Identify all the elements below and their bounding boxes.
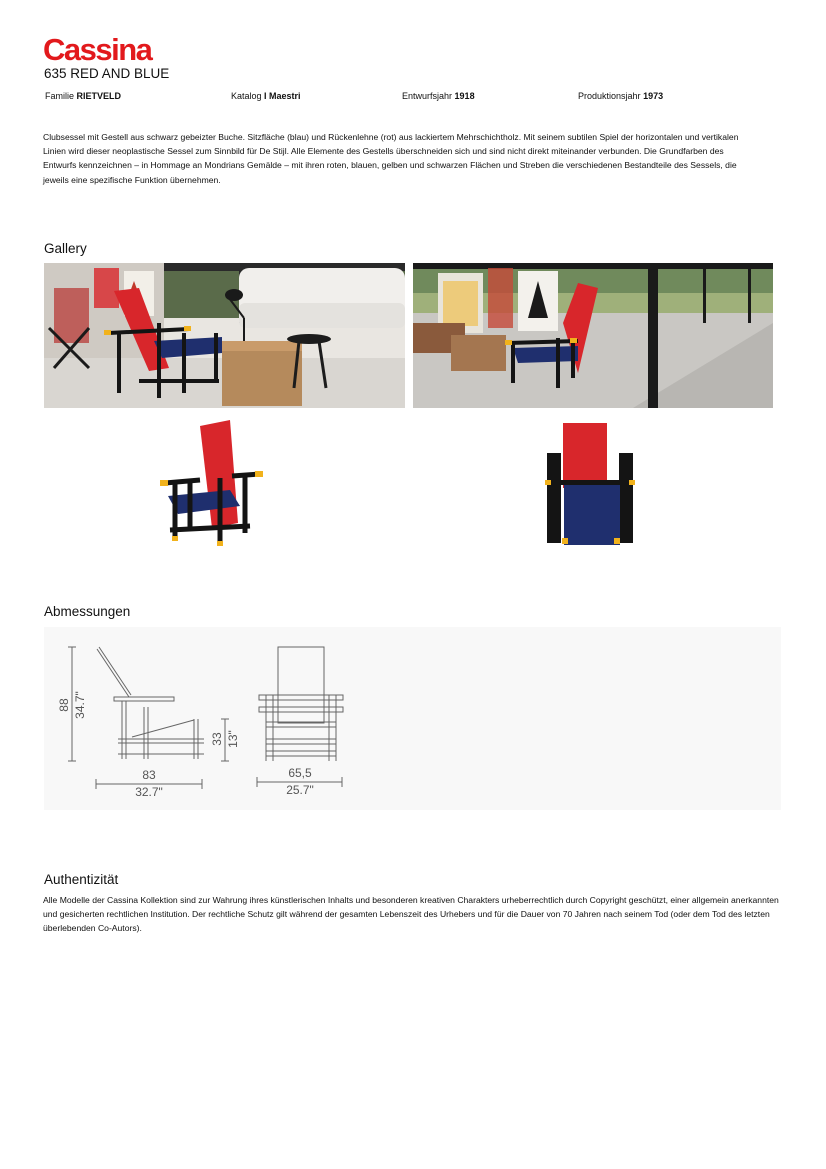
dim-seat-height-inches: 13" bbox=[226, 730, 240, 748]
dim-height: 88 bbox=[57, 698, 71, 712]
chair-front-illustration bbox=[540, 418, 640, 553]
gallery-photo-veranda[interactable] bbox=[413, 263, 773, 408]
dim-height-inches: 34.7" bbox=[73, 691, 87, 719]
chair-side-illustration bbox=[150, 418, 270, 553]
dim-depth-inches: 32.7" bbox=[135, 785, 163, 799]
dim-width-inches: 25.7" bbox=[286, 783, 314, 797]
dimensions-drawing bbox=[44, 627, 781, 810]
meta-production-year-value: 1973 bbox=[643, 91, 664, 101]
meta-family-label: Familie bbox=[45, 91, 75, 101]
gallery-heading: Gallery bbox=[44, 241, 87, 256]
gallery-photo-living-room[interactable] bbox=[44, 263, 405, 408]
meta-design-year-label: Entwurfsjahr bbox=[402, 91, 453, 101]
product-title: 635 RED AND BLUE bbox=[44, 66, 170, 81]
meta-family bbox=[45, 90, 121, 102]
authenticity-heading: Authentizität bbox=[44, 872, 119, 887]
cassina-logo: Cassina bbox=[43, 32, 152, 67]
dim-seat-height: 33 bbox=[210, 732, 224, 746]
meta-production-year bbox=[578, 90, 663, 102]
meta-design-year bbox=[402, 90, 475, 102]
dim-depth: 83 bbox=[142, 768, 156, 782]
meta-catalog-value: I Maestri bbox=[264, 91, 301, 101]
product-description: Clubsessel mit Gestell aus schwarz gebeizter Buche. Sitzfläche (blau) und Rückenlehne (rot) aus lackiertem Mehrschichtholz. Mit seinem subtilen Spiel der horizontalen und vertikalen Linien wird dieser neoplastische Sessel zum Sinnbild für De Stijl. Alle Elemente des Gestells überschneiden sich und sind nicht direkt miteinander verbunden. Die Grundfarben des Entwurfs kennzeichnen – in Hommage an Mondrians Gemälde – mit ihren roten, blauen, gelben und schwarzen Flächen und Streben die verschiedenen Bestandteile des Sessels, die jeweils eine spezifische Funktion übernehmen. bbox=[43, 132, 739, 185]
meta-catalog-label: Katalog bbox=[231, 91, 262, 101]
meta-catalog bbox=[231, 90, 301, 102]
gallery-photo-chair-side[interactable] bbox=[150, 418, 270, 553]
authenticity-text: Alle Modelle der Cassina Kollektion sind zur Wahrung ihres künstlerischen Inhalts und besonderen kreativen Charakters urheberrechtlich durch Copyright geschützt, einer allgemein anerkannten und gesicherten rechtlichen Institution. Der rechtliche Schutz gilt während der gesamten Lebenszeit des Urhebers und für die Dauer von 70 Jahren nach seinem Tod (oder dem Tod des letzten überlebenden Co-Autors). bbox=[43, 895, 779, 934]
meta-design-year-value: 1918 bbox=[454, 91, 475, 101]
dim-width: 65,5 bbox=[288, 766, 312, 780]
dimensions-heading: Abmessungen bbox=[44, 604, 131, 619]
technical-drawing bbox=[44, 627, 781, 810]
meta-family-value: RIETVELD bbox=[76, 91, 122, 101]
meta-production-year-label: Produktionsjahr bbox=[578, 91, 641, 101]
veranda-illustration bbox=[413, 263, 773, 408]
living-room-illustration bbox=[44, 263, 405, 408]
gallery-photo-chair-front[interactable] bbox=[540, 418, 640, 553]
